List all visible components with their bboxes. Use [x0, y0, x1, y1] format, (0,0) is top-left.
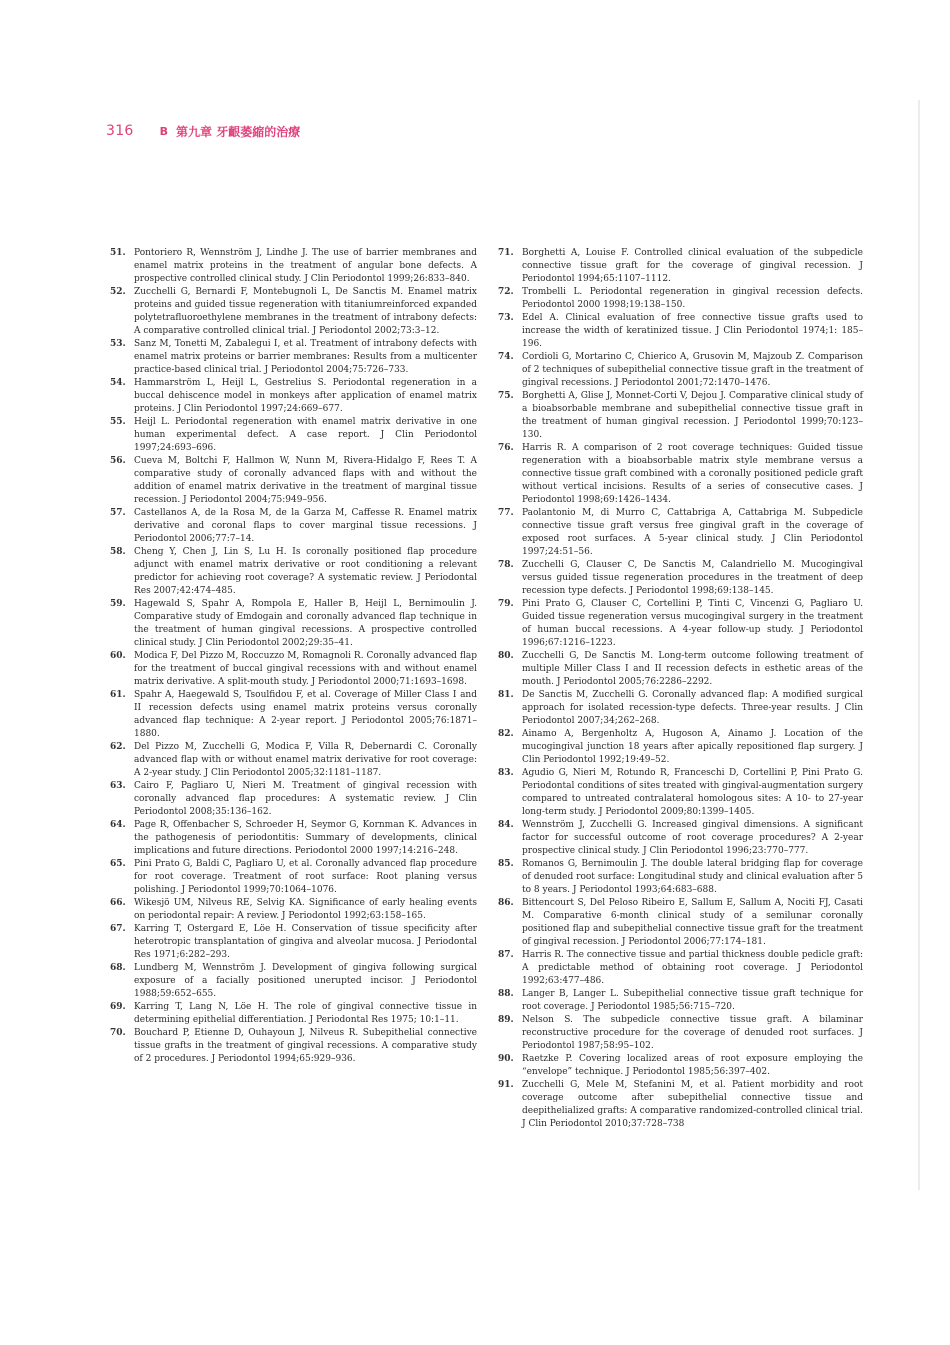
reference-text: Heijl L. Periodontal regeneration with enamel matrix derivative in one human experimental defect. A case report. J Clin Periodontol 1997;24:693–696. [134, 417, 477, 453]
reference-item [498, 1079, 863, 1131]
reference-text: Wikesjö UM, Nilveus RE, Selvig KA. Significance of early healing events on periodontal repair: A review. J Periodontol 1992;63:158–165. [134, 898, 477, 921]
reference-number: 56. [110, 456, 126, 466]
reference-text: Agudio G, Nieri M, Rotundo R, Franceschi D, Cortellini P, Pini Prato G. Periodontal conditions of sites treated with gingival-augmentation surgery compared to untreated contralateral homologous sites: A 10- to 27-year long-term study. J Periodontol 2009;80:1399–1405. [522, 768, 863, 817]
reference-item [498, 767, 863, 819]
reference-number: 74. [498, 352, 514, 362]
reference-item [498, 689, 863, 728]
reference-number: 91. [498, 1080, 514, 1090]
reference-text: Zucchelli G, De Sanctis M. Long-term outcome following treatment of multiple Miller Class I and II recession defects in esthetic areas of the mouth. J Periodontol 2005;76:2286–2292. [522, 651, 863, 687]
reference-item [498, 819, 863, 858]
reference-number: 64. [110, 820, 126, 830]
reference-number: 84. [498, 820, 514, 830]
reference-number: 52. [110, 287, 126, 297]
reference-number: 88. [498, 989, 514, 999]
reference-item [110, 377, 477, 416]
reference-number: 62. [110, 742, 126, 752]
reference-text: Karring T, Ostergard E, Löe H. Conservation of tissue specificity after heterotropic transplantation of gingiva and alveolar mucosa. J Periodontal Res 1971;6:282–293. [134, 924, 477, 960]
reference-item [110, 1027, 477, 1066]
reference-text: Sanz M, Tonetti M, Zabalegui I, et al. Treatment of intrabony defects with enamel matrix proteins or barrier membranes: Results from a multicenter practice-based clinical trial. J Periodontol 2004;75:726–733. [134, 339, 477, 375]
reference-number: 83. [498, 768, 514, 778]
page-number: 316 [106, 123, 134, 139]
reference-number: 71. [498, 248, 514, 258]
reference-text: Zucchelli G, Bernardi F, Montebugnoli L, De Sanctis M. Enamel matrix proteins and guided tissue regeneration with titaniumreinforced expanded polytetrafluoroethylene membranes in the treatment of intrabony defects: A comparative controlled clinical trial. J Periodontol 2002;73:3–12. [134, 287, 477, 336]
reference-text: Paolantonio M, di Murro C, Cattabriga A, Cattabriga M. Subpedicle connective tissue graft versus free gingival graft in the coverage of exposed root surfaces. A 5-year clinical study. J Clin Periodontol 1997;24:51–56. [522, 508, 863, 557]
reference-number: 54. [110, 378, 126, 388]
reference-text: Cueva M, Boltchi F, Hallmon W, Nunn M, Rivera-Hidalgo F, Rees T. A comparative study of coronally advanced flaps with and without the addition of enamel matrix derivative in the treatment of marginal tissue recession. J Periodontol 2004;75:949–956. [134, 456, 477, 505]
reference-item [498, 247, 863, 286]
reference-text: De Sanctis M, Zucchelli G. Coronally advanced flap: A modified surgical approach for isolated recession-type defects. Three-year results. J Clin Periodontol 2007;34;262–268. [522, 690, 863, 726]
reference-number: 72. [498, 287, 514, 297]
page-edge-rule [918, 100, 920, 1190]
reference-item [110, 416, 477, 455]
reference-item [498, 507, 863, 559]
reference-text: Nelson S. The subpedicle connective tissue graft. A bilaminar reconstructive procedure for the coverage of denuded root surfaces. J Periodontol 1987;58:95–102. [522, 1015, 863, 1051]
reference-number: 70. [110, 1028, 126, 1038]
reference-text: Page R, Offenbacher S, Schroeder H, Seymor G, Kornman K. Advances in the pathogenesis of periodontitis: Summary of developments, clinical implications and future directions. Periodontol 2000 1997;14:216–248. [134, 820, 477, 856]
reference-number: 73. [498, 313, 514, 323]
reference-text: Harris R. A comparison of 2 root coverage techniques: Guided tissue regeneration with a bioabsorbable matrix style membrane versus a connective tissue graft combined with a coronally positioned pedicle graft without vertical incisions. Results of a series of consecutive cases. J Periodontol 1998;69:1426–1434. [522, 443, 863, 505]
reference-item [110, 455, 477, 507]
reference-number: 55. [110, 417, 126, 427]
reference-number: 75. [498, 391, 514, 401]
reference-item [110, 897, 477, 923]
reference-text: Pontoriero R, Wennström J, Lindhe J. The use of barrier membranes and enamel matrix proteins in the treatment of angular bone defects. A prospective controlled clinical study. J Clin Periodontol 1999;26:833–840. [134, 248, 477, 284]
reference-text: Cairo F, Pagliaro U, Nieri M. Treatment of gingival recession with coronally advanced flap procedures: A systematic review. J Clin Periodontol 2008;35:136–162. [134, 781, 477, 817]
reference-number: 85. [498, 859, 514, 869]
reference-text: Borghetti A, Glise J, Monnet-Corti V, Dejou J. Comparative clinical study of a bioabsorbable membrane and subepithelial connective tissue graft in the treatment of human gingival recession. J Periodontol 1999;70:123–130. [522, 391, 863, 440]
reference-item [498, 650, 863, 689]
running-header [106, 121, 300, 141]
reference-number: 53. [110, 339, 126, 349]
reference-item [498, 559, 863, 598]
reference-number: 90. [498, 1054, 514, 1064]
reference-text: Borghetti A, Louise F. Controlled clinical evaluation of the subpedicle connective tissue graft for the coverage of gingival recession. J Periodontol 1994;65:1107–1112. [522, 248, 863, 284]
reference-item [110, 507, 477, 546]
reference-number: 82. [498, 729, 514, 739]
reference-text: Zucchelli G, Clauser C, De Sanctis M, Calandriello M. Mucogingival versus guided tissue regeneration procedures in the treatment of deep recession type defects. J Periodontol 1998;69:138–145. [522, 560, 863, 596]
reference-item [498, 351, 863, 390]
reference-text: Ainamo A, Bergenholtz A, Hugoson A, Ainamo J. Location of the mucogingival junction 18 years after apically repositioned flap surgery. J Clin Periodontol 1992;19:49–52. [522, 729, 863, 765]
reference-text: Del Pizzo M, Zucchelli G, Modica F, Villa R, Debernardi C. Coronally advanced flap with or without enamel matrix derivative for root coverage: A 2-year study. J Clin Periodontol 2005;32:1181–1187. [134, 742, 477, 778]
reference-number: 81. [498, 690, 514, 700]
reference-text: Langer B, Langer L. Subepithelial connective tissue graft technique for root coverage. J Periodontol 1985;56:715–720. [522, 989, 863, 1012]
reference-item [110, 780, 477, 819]
reference-number: 63. [110, 781, 126, 791]
reference-text: Lundberg M, Wennström J. Development of gingiva following surgical exposure of a facially positioned unerupted incisor. J Periodontol 1988;59:652–655. [134, 963, 477, 999]
reference-item [498, 858, 863, 897]
reference-item [110, 858, 477, 897]
reference-item [498, 988, 863, 1014]
reference-item [110, 247, 477, 286]
reference-text: Wennström J, Zucchelli G. Increased gingival dimensions. A significant factor for successful outcome of root coverage procedures? A 2-year prospective clinical study. J Clin Periodontol 1996;23:770–777. [522, 820, 863, 856]
reference-item [498, 286, 863, 312]
reference-item [498, 312, 863, 351]
reference-item [498, 949, 863, 988]
reference-number: 59. [110, 599, 126, 609]
reference-number: 77. [498, 508, 514, 518]
reference-number: 76. [498, 443, 514, 453]
reference-item [110, 650, 477, 689]
reference-item [498, 598, 863, 650]
reference-item [498, 728, 863, 767]
reference-number: 67. [110, 924, 126, 934]
references-left-column [110, 247, 477, 1066]
reference-item [498, 1014, 863, 1053]
reference-item [110, 923, 477, 962]
reference-item [110, 962, 477, 1001]
reference-item [110, 819, 477, 858]
reference-number: 87. [498, 950, 514, 960]
reference-text: Pini Prato G, Baldi C, Pagliaro U, et al. Coronally advanced flap procedure for root coverage. Treatment of root surface: Root planing versus polishing. J Periodontol 1999;70:1064–1076. [134, 859, 477, 895]
reference-number: 68. [110, 963, 126, 973]
reference-item [110, 598, 477, 650]
reference-text: Trombelli L. Periodontal regeneration in gingival recession defects. Periodontol 2000 1998;19:138–150. [522, 287, 863, 310]
reference-item [498, 1053, 863, 1079]
reference-text: Harris R. The connective tissue and partial thickness double pedicle graft: A predictable method of obtaining root coverage. J Periodontol 1992;63:477–486. [522, 950, 863, 986]
reference-number: 57. [110, 508, 126, 518]
references-right-column [498, 247, 863, 1131]
reference-text: Hagewald S, Spahr A, Rompola E, Haller B, Heijl L, Bernimoulin J. Comparative study of Emdogain and coronally advanced flap technique in the treatment of human gingival recessions. A prospective controlled clinical study. J Clin Periodontol 2002;29:35–41. [134, 599, 477, 648]
reference-text: Romanos G, Bernimoulin J. The double lateral bridging flap for coverage of denuded root surface: Longitudinal study and clinical evaluation after 5 to 8 years. J Periodontol 1993;64:683–688. [522, 859, 863, 895]
reference-item [498, 442, 863, 507]
chapter-title: 第九章 牙齦萎縮的治療 [176, 124, 301, 139]
reference-text: Hammarström L, Heijl L, Gestrelius S. Periodontal regeneration in a buccal dehiscence model in monkeys after application of enamel matrix proteins. J Clin Periodontol 1997;24:669–677. [134, 378, 477, 414]
reference-text: Bittencourt S, Del Peloso Ribeiro E, Sallum E, Sallum A, Nociti FJ, Casati M. Comparative 6-month clinical study of a semilunar coronally positioned flap and subepithelial connective tissue graft for the treatment of gingival recession. J Periodontol 2006;77:174–181. [522, 898, 863, 947]
reference-number: 78. [498, 560, 514, 570]
reference-number: 80. [498, 651, 514, 661]
reference-text: Edel A. Clinical evaluation of free connective tissue grafts used to increase the width of keratinized tissue. J Clin Periodontol 1974;1: 185–196. [522, 313, 863, 349]
reference-number: 79. [498, 599, 514, 609]
reference-item [110, 286, 477, 338]
chapter-mark: B [159, 124, 169, 138]
reference-item [498, 897, 863, 949]
reference-item [110, 338, 477, 377]
reference-number: 66. [110, 898, 126, 908]
reference-item [498, 390, 863, 442]
reference-number: 61. [110, 690, 126, 700]
reference-number: 89. [498, 1015, 514, 1025]
reference-number: 86. [498, 898, 514, 908]
reference-number: 69. [110, 1002, 126, 1012]
reference-number: 65. [110, 859, 126, 869]
reference-text: Raetzke P. Covering localized areas of root exposure employing the “envelope” technique. J Periodontol 1985;56:397–402. [522, 1054, 863, 1077]
reference-text: Karring T, Lang N, Löe H. The role of gingival connective tissue in determining epithelial differentiation. J Periodontal Res 1975; 10:1–11. [134, 1002, 477, 1025]
reference-text: Spahr A, Haegewald S, Tsoulfidou F, et al. Coverage of Miller Class I and II recession defects using enamel matrix proteins versus coronally advanced flap technique: A 2-year report. J Periodontol 2005;76:1871–1880. [134, 690, 477, 739]
reference-text: Modica F, Del Pizzo M, Roccuzzo M, Romagnoli R. Coronally advanced flap for the treatment of buccal gingival recessions with and without enamel matrix derivative. A split-mouth study. J Periodontol 2000;71:1693–1698. [134, 651, 477, 687]
reference-number: 58. [110, 547, 126, 557]
reference-text: Cordioli G, Mortarino C, Chierico A, Grusovin M, Majzoub Z. Comparison of 2 techniques of subepithelial connective tissue graft in the treatment of gingival recessions. J Periodontol 2001;72:1470–1476. [522, 352, 863, 388]
reference-item [110, 741, 477, 780]
reference-number: 51. [110, 248, 126, 258]
reference-item [110, 689, 477, 741]
reference-text: Castellanos A, de la Rosa M, de la Garza M, Caffesse R. Enamel matrix derivative and coronal flaps to cover marginal tissue recessions. J Periodontol 2006;77:7–14. [134, 508, 477, 544]
reference-text: Bouchard P, Etienne D, Ouhayoun J, Nilveus R. Subepithelial connective tissue grafts in the treatment of gingival recessions. A comparative study of 2 procedures. J Periodontol 1994;65:929–936. [134, 1028, 477, 1064]
reference-text: Zucchelli G, Mele M, Stefanini M, et al. Patient morbidity and root coverage outcome after subepithelial connective tissue and deepithelialized grafts: A comparative randomized-controlled clinical trial. J Clin Periodontol 2010;37:728–738 [522, 1080, 863, 1129]
reference-item [110, 1001, 477, 1027]
reference-text: Cheng Y, Chen J, Lin S, Lu H. Is coronally positioned flap procedure adjunct with enamel matrix derivative or root conditioning a relevant predictor for achieving root coverage? A systematic review. J Periodontal Res 2007;42:474–485. [134, 547, 477, 596]
reference-item [110, 546, 477, 598]
reference-text: Pini Prato G, Clauser C, Cortellini P, Tinti C, Vincenzi G, Pagliaro U. Guided tissue regeneration versus mucogingival surgery in the treatment of human buccal recessions. A 4-year follow-up study. J Periodontol 1996;67:1216–1223. [522, 599, 863, 648]
reference-number: 60. [110, 651, 126, 661]
